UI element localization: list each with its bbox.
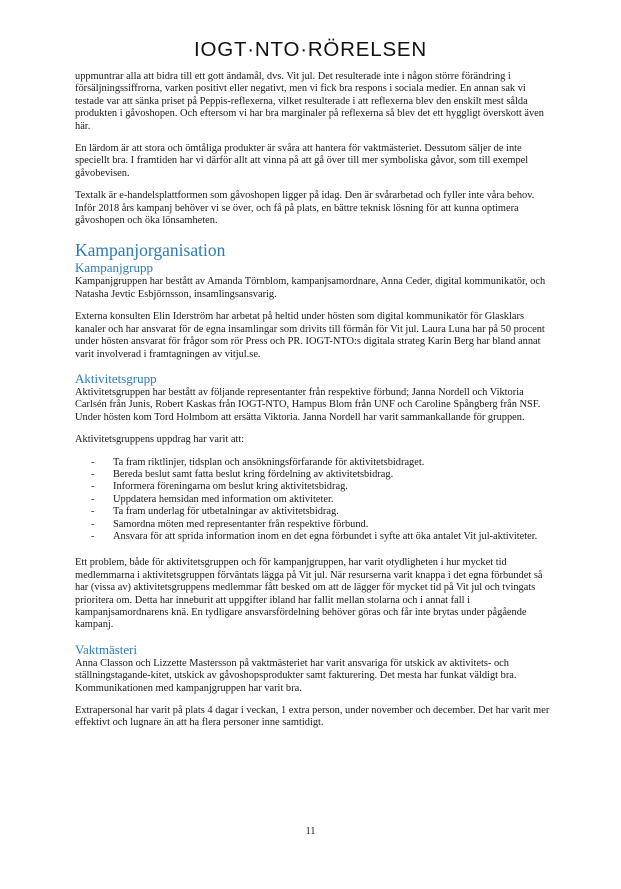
paragraph: Ett problem, både för aktivitetsgruppen och för kampanjgruppen, har varit otydligheten i hur mycket tid medlemmarna i aktivitetsgruppen förväntats lägga på Vit jul. När resurserna varit knappa i det egna förbundet så har (vissa av) aktivitetsgruppens medlemmar fått besked om att de lägger för mycket tid på Vit jul och tvingats prioritera om. Detta har inneburit att uppgifter ibland har fallit mellan stolarna och i annat fall i kampanjsamordnarens knä. En tydligare ansvarsfördelning behöver göras och får inte brytas under pågående kampanj. [75, 557, 543, 631]
paragraph: Anna Classon och Lizzette Mastersson på vaktmästeriet har varit ansvariga för utskick av aktivitets- och ställningstagande-kitet, utskick av gåvoshopsprodukter samt fakturering. Det mesta har funkat väldigt bra. Kommunikationen med kampanjgruppen har varit bra. [75, 657, 517, 694]
paragraph: Kampanjgruppen har bestått av Amanda Törnblom, kampanjsamordnare, Anna Ceder, digital kommunikatör, och Natasha Jevtic Esbjörnsson, insamlingsansvarig. [75, 276, 546, 300]
paragraph: uppmuntrar alla att bidra till ett gott ändamål, dvs. Vit jul. Det resulterade inte i någon större förändring i försäljningssiffrorna, varken positivt eller negativt, men vi fick bra respons i sociala medier. En annan sak vi testade var att sänka priset på Peppis-reflexerna, vilket resulterade i att reflexerna blev den enskilt mest sålda produkten i gåvoshopen. Och eftersom vi har bra marginaler på reflexerna så blev det ett hyggligt överskott även här. [75, 71, 544, 132]
page-number: 11 [305, 826, 316, 837]
list-item: - Bereda beslut samt fatta beslut kring fördelning av aktivitetsbidrag. [75, 469, 551, 481]
paragraph: Externa konsulten Elin Iderström har arbetat på heltid under hösten som digital kommunikatör för Glasklars kanaler och har ansvarat för de egna insamlingar som drivits till förmån för Vit jul. Laura Luna har på 50 procent under hösten ansvarat för frågor som rör Press och PR. IOGT-NTO:s digitala strateg Karin Berg har bland annat varit involverad i framtagningen av vitjul.se. [75, 311, 545, 360]
subheading-aktivitetsgrupp: Aktivitetsgrupp [75, 370, 157, 386]
task-list [75, 457, 551, 544]
list-item: - Ta fram underlag för utbetalningar av aktivitetsbidrag. [75, 506, 551, 518]
document-body [75, 71, 551, 740]
paragraph: Aktivitetsgruppens uppdrag har varit att: [75, 434, 245, 446]
section-heading-kampanjorganisation: Kampanjorganisation [75, 240, 226, 261]
list-item: - Informera föreningarna om beslut kring aktivitetsbidrag. [75, 481, 551, 493]
subheading-vaktmasteri: Vaktmästeri [75, 641, 138, 657]
list-item: - Ansvara för att sprida information inom en det egna förbundet i syfte att öka antalet Vit jul-aktiviteter. [75, 531, 551, 543]
list-item: - Samordna möten med representanter från respektive förbund. [75, 519, 551, 531]
list-item: - Ta fram riktlinjer, tidsplan och ansökningsförfarande för aktivitetsbidraget. [75, 457, 551, 469]
subheading-kampanjgrupp: Kampanjgrupp [75, 260, 153, 276]
paragraph: Aktivitetsgruppen har bestått av följande representanter från respektive förbund; Janna Nordell och Viktoria Carlsén från Junis, Robert Kaskas från IOGT-NTO, Hampus Blom från UNF och Caroline Spångberg från NSF. Under hösten kom Tord Holmbom att ersätta Viktoria. Janna Nordell har varit sammankallande för gruppen. [75, 386, 541, 423]
organization-logo: IOGT·NTO·RÖRELSEN [193, 38, 428, 61]
paragraph: Extrapersonal har varit på plats 4 dagar i veckan, 1 extra person, under november och december. Det har varit mer effektivt och lugnare än att ha flera personer inne samtidigt. [75, 705, 550, 729]
paragraph: En lärdom är att stora och ömtåliga produkter är svåra att hantera för vaktmästeriet. Dessutom säljer de inte speciellt bra. I framtiden har vi därför allt att vinna på att gå över till mer symboliska gåvor, som till exempel gåvobevisen. [75, 143, 529, 179]
paragraph: Textalk är e-handelsplattformen som gåvoshopen ligger på idag. Den är svårarbetad och fyller inte våra behov. Inför 2018 års kampanj behöver vi se över, och få på plats, en bättre teknisk lösning för att kunna optimera gåvoshopen och öka lönsamheten. [75, 190, 535, 227]
list-item: - Uppdatera hemsidan med information om aktiviteter. [75, 494, 551, 506]
